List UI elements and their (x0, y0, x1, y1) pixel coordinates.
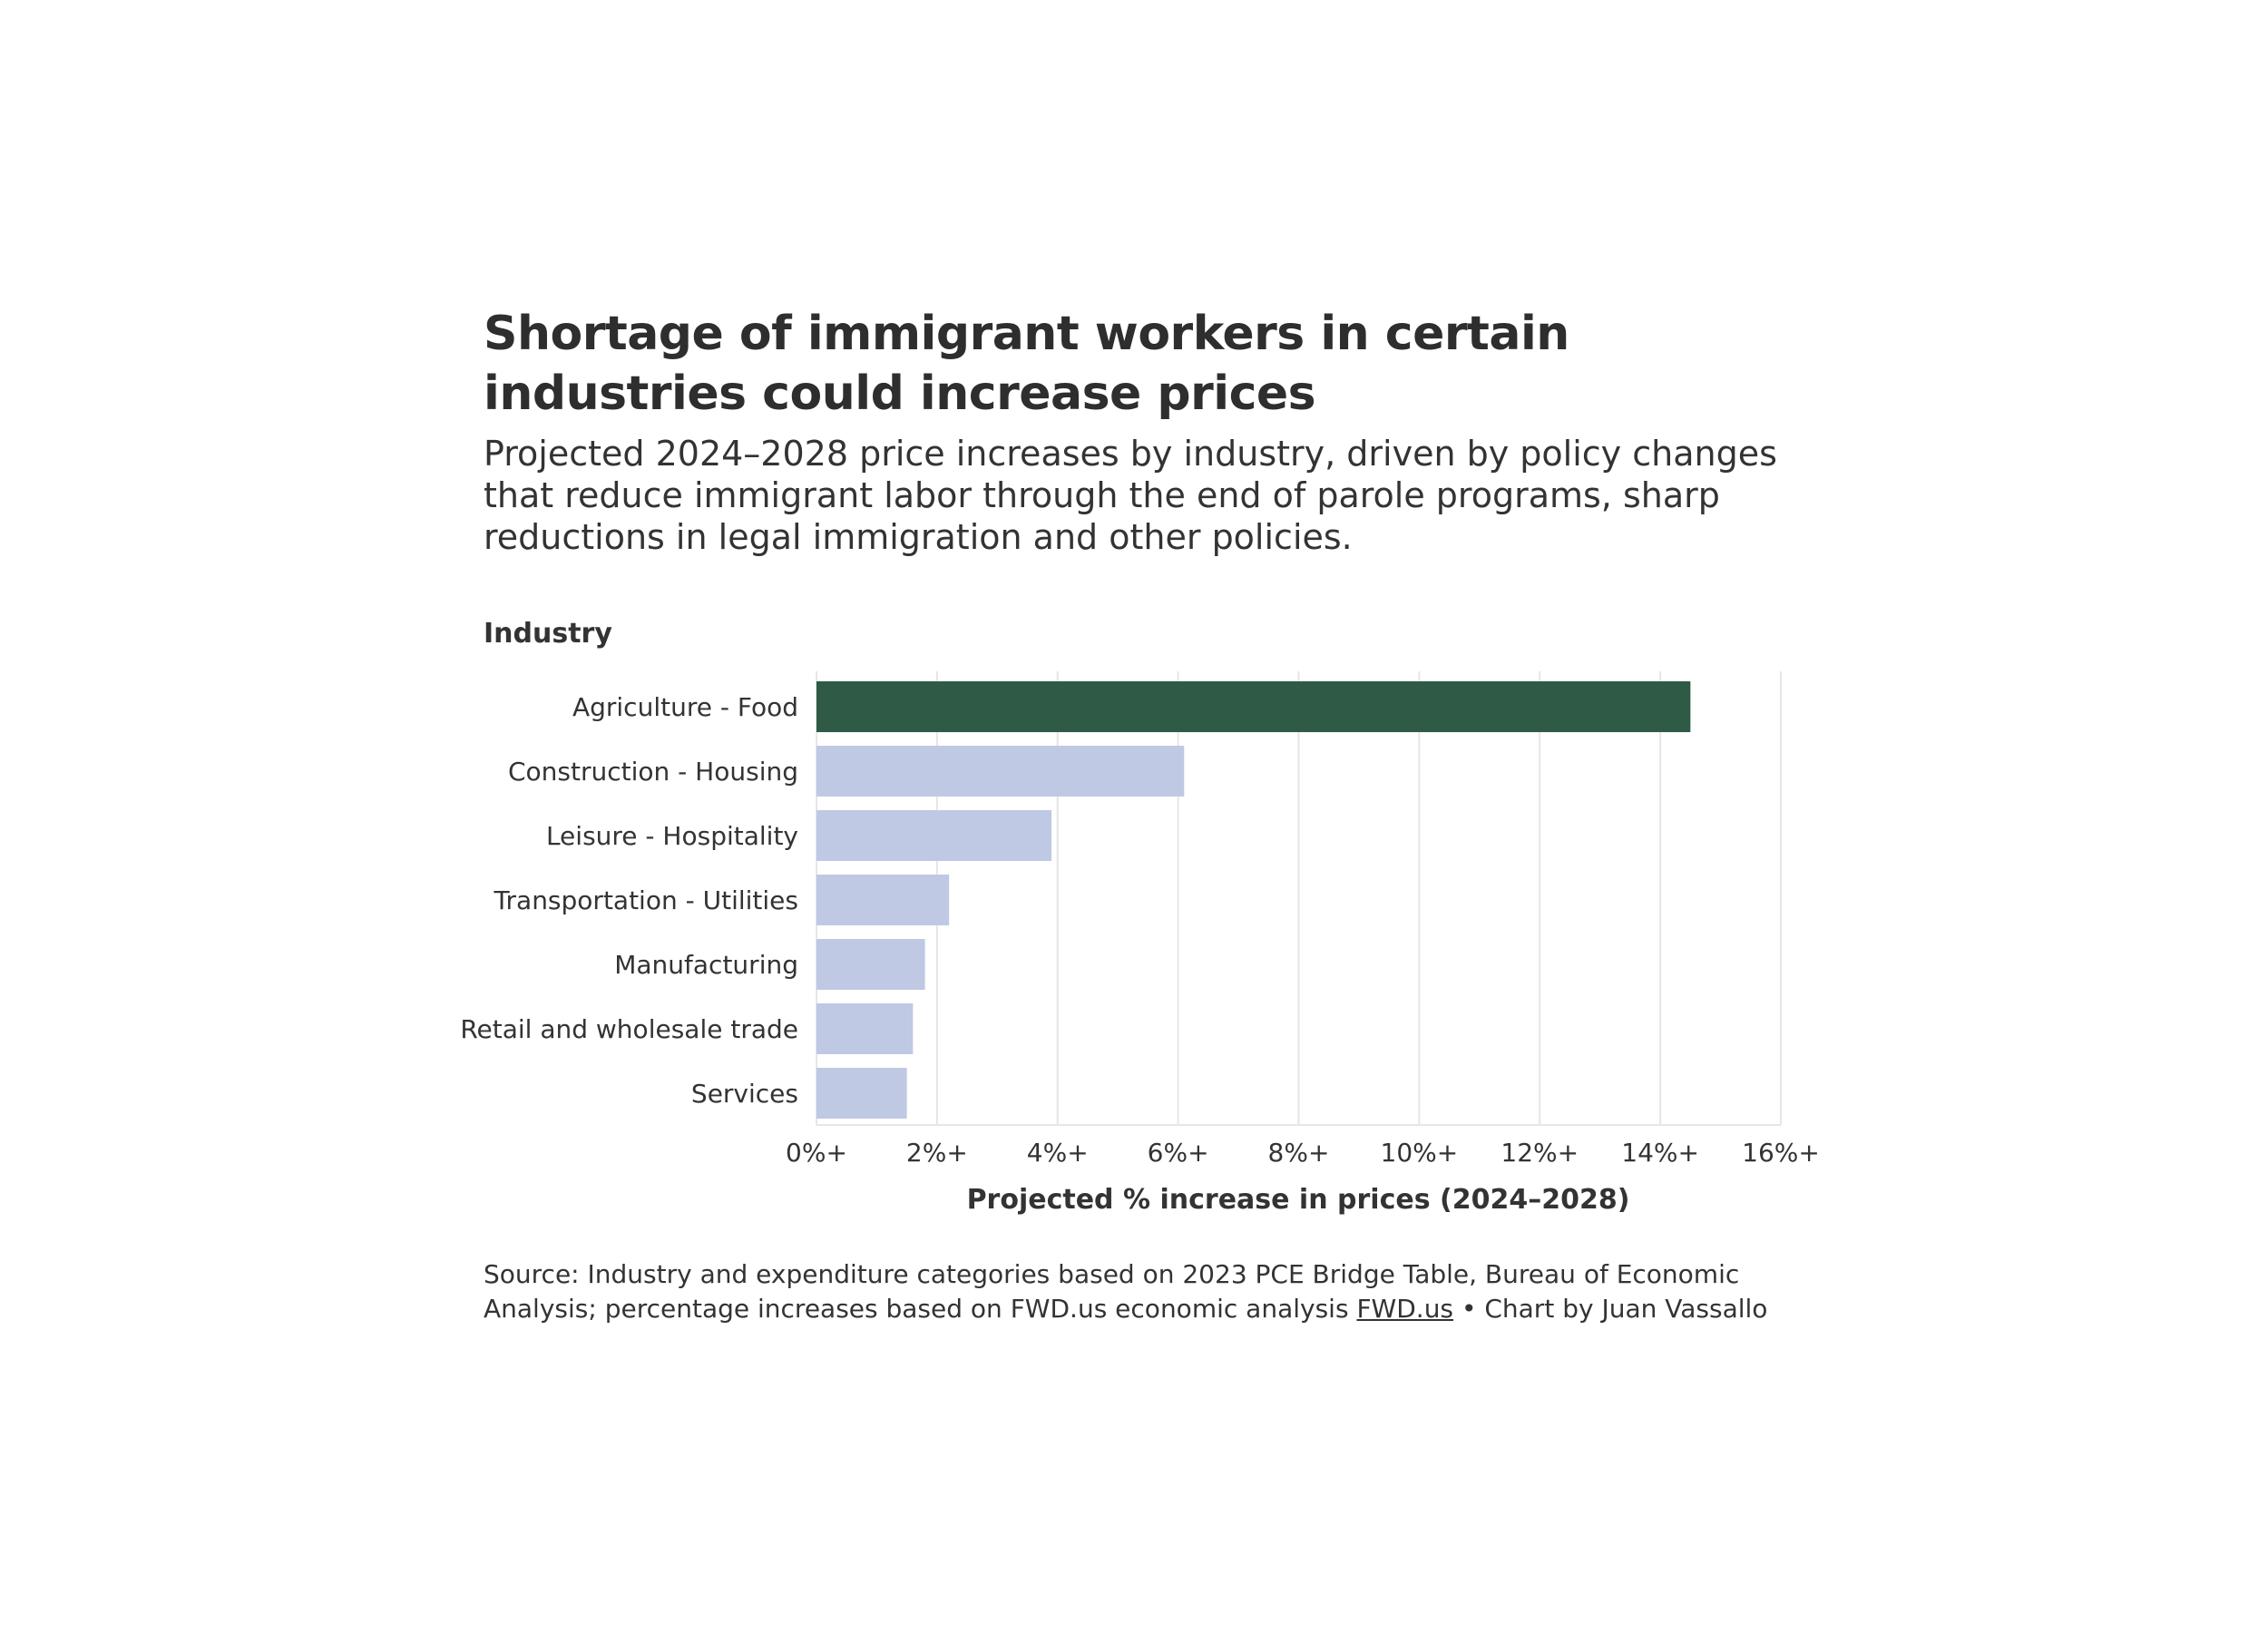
x-tick-label: 0%+ (786, 1138, 847, 1168)
category-label: Services (690, 1079, 798, 1109)
bar[interactable] (816, 939, 925, 990)
x-tick-label: 8%+ (1267, 1138, 1330, 1168)
chart-credit: • Chart by Juan Vassallo (1461, 1294, 1768, 1324)
source-text: Source: Industry and expenditure categories based on 2023 PCE Bridge Table, Bureau of Economic Analysis; percentage increases based on FWD.us economic analysis (484, 1259, 1740, 1324)
x-tick-label: 4%+ (1026, 1138, 1089, 1168)
bar[interactable] (816, 746, 1184, 797)
y-axis-title: Industry (484, 618, 612, 650)
bar[interactable] (816, 810, 1051, 861)
x-tick-label: 16%+ (1742, 1138, 1820, 1168)
chart-subtitle: Projected 2024–2028 price increases by industry, driven by policy changes that reduce immigrant labor through the end of parole programs, sharp reductions in legal immigration and other policies. (484, 434, 1777, 557)
source-note (484, 1257, 1826, 1326)
category-label: Construction - Housing (507, 757, 798, 787)
x-axis-title: Projected % increase in prices (2024–2028) (966, 1184, 1630, 1216)
chart-title: Shortage of immigrant workers in certain industries could increase prices (484, 307, 1569, 421)
bar[interactable] (816, 1003, 913, 1054)
category-label: Manufacturing (614, 950, 798, 980)
bar[interactable] (816, 681, 1690, 732)
x-tick-label: 6%+ (1147, 1138, 1209, 1168)
x-tick-label: 12%+ (1501, 1138, 1579, 1168)
category-labels (460, 692, 798, 1109)
category-label: Transportation - Utilities (494, 885, 798, 915)
bars (816, 681, 1690, 1119)
bar[interactable] (816, 1068, 907, 1119)
x-tick-label: 2%+ (905, 1138, 968, 1168)
x-tick-labels (786, 1138, 1820, 1168)
gridlines (816, 671, 1781, 1125)
category-label: Retail and wholesale trade (460, 1014, 798, 1044)
fwd-link[interactable]: FWD.us (1356, 1294, 1454, 1324)
x-tick-label: 14%+ (1621, 1138, 1699, 1168)
bar[interactable] (816, 875, 949, 925)
category-label: Leisure - Hospitality (545, 821, 798, 851)
x-tick-label: 10%+ (1380, 1138, 1459, 1168)
category-label: Agriculture - Food (572, 692, 798, 722)
